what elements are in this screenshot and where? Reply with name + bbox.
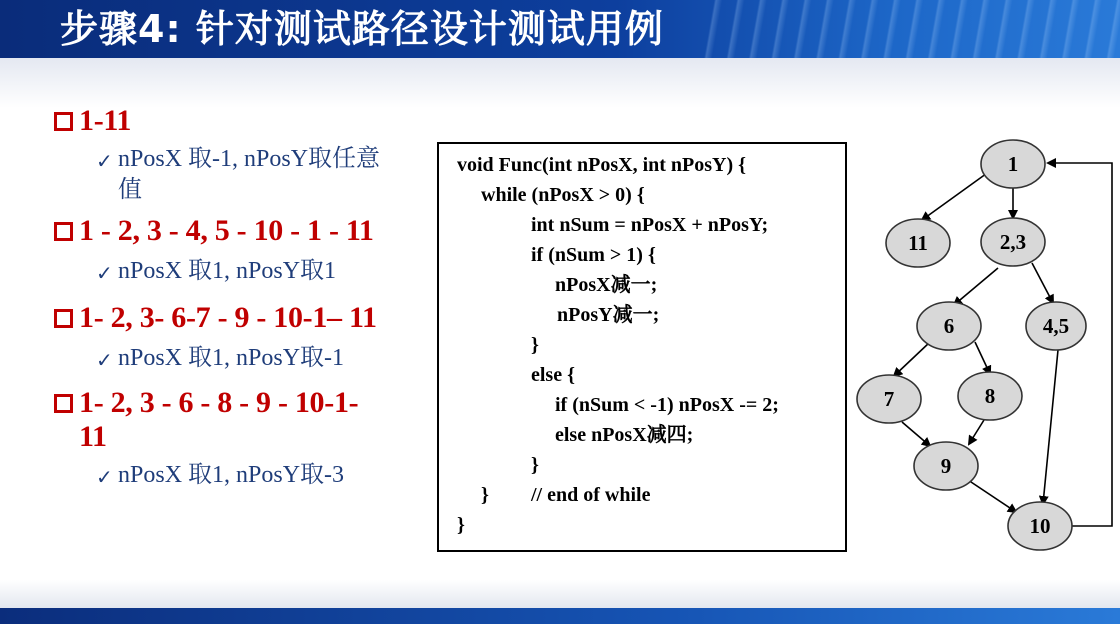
path-label: 1 - 2, 3 - 4, 5 - 10 - 1 - 11	[79, 214, 374, 247]
code-line: nPosX减一;	[555, 274, 658, 296]
square-bullet-icon	[54, 112, 73, 131]
path-note-text: nPosX 取1, nPosY取1	[118, 258, 337, 284]
svg-text:8: 8	[984, 384, 996, 408]
footer-bar	[0, 608, 1120, 624]
node-1	[981, 140, 1045, 188]
path-note	[96, 460, 432, 493]
node-11	[886, 219, 950, 267]
node-7	[857, 375, 921, 423]
node-8	[958, 372, 1022, 420]
code-line: }	[457, 514, 465, 536]
code-line: if (nSum > 1) {	[531, 244, 656, 266]
header-shade	[0, 58, 1120, 108]
code-line: }	[481, 484, 489, 506]
path-list	[52, 104, 432, 493]
path-label: 1-11	[79, 104, 132, 137]
code-line: while (nPosX > 0) {	[481, 184, 645, 206]
svg-text:7: 7	[883, 387, 895, 411]
edge-2-3-6	[954, 268, 998, 305]
svg-text:4,5: 4,5	[1042, 314, 1070, 338]
path-label: 1- 2, 3- 6-7 - 9 - 10-1– 11	[79, 301, 377, 334]
code-line: else nPosX减四;	[555, 424, 694, 446]
code-line: int nSum = nPosX + nPosY;	[531, 214, 769, 236]
svg-text:10: 10	[1029, 514, 1051, 538]
square-bullet-icon	[54, 222, 73, 241]
edge-6-7	[894, 342, 930, 376]
path-label: 1- 2, 3 - 6 - 8 - 9 - 10-1-11	[79, 386, 359, 453]
edge-4-5-10	[1043, 350, 1058, 504]
edge-9-10	[968, 480, 1016, 512]
path-item	[52, 301, 432, 335]
edge-7-9	[902, 422, 930, 446]
path-note-text: nPosX 取1, nPosY取-1	[118, 345, 345, 371]
edge-6-8	[975, 342, 990, 374]
path-item	[52, 386, 382, 454]
edge-2-3-4-5	[1032, 263, 1053, 303]
checkmark-icon: ✓	[96, 348, 113, 372]
svg-text:9: 9	[940, 454, 952, 478]
code-line: }	[531, 454, 539, 476]
svg-text:1: 1	[1007, 152, 1019, 176]
node-9	[914, 442, 978, 490]
path-note-text: nPosX 取-1, nPosY取任意值	[118, 146, 381, 203]
svg-text:2,3: 2,3	[999, 230, 1027, 254]
node-2-3	[981, 218, 1045, 266]
title-bar	[0, 0, 1120, 58]
footer-shade	[0, 580, 1120, 608]
edge-1-11	[922, 171, 990, 220]
square-bullet-icon	[54, 309, 73, 328]
title-bar-decoration	[700, 0, 1120, 58]
code-line: else {	[531, 364, 575, 386]
path-note-text: nPosX 取1, nPosY取-3	[118, 462, 345, 488]
control-flow-graph	[850, 130, 1120, 570]
code-line: if (nSum < -1) nPosX -= 2;	[555, 394, 779, 416]
checkmark-icon: ✓	[96, 261, 113, 285]
node-6	[917, 302, 981, 350]
path-note	[96, 256, 432, 289]
checkmark-icon: ✓	[96, 149, 113, 173]
svg-text:11: 11	[908, 231, 928, 255]
checkmark-icon: ✓	[96, 465, 113, 489]
path-note	[96, 144, 396, 206]
path-note	[96, 343, 432, 376]
path-item	[52, 214, 432, 248]
code-line: nPosY减一;	[557, 304, 660, 326]
node-4-5	[1026, 302, 1086, 350]
code-line: void Func(int nPosX, int nPosY) {	[457, 154, 747, 176]
code-line: // end of while	[531, 484, 651, 506]
path-item	[52, 104, 432, 138]
slide-title: 步骤4: 针对测试路径设计测试用例	[60, 7, 664, 51]
svg-text:6: 6	[943, 314, 955, 338]
code-line: }	[531, 334, 539, 356]
edge-8-9	[969, 420, 984, 444]
square-bullet-icon	[54, 394, 73, 413]
code-panel	[437, 142, 847, 552]
node-10	[1008, 502, 1072, 550]
